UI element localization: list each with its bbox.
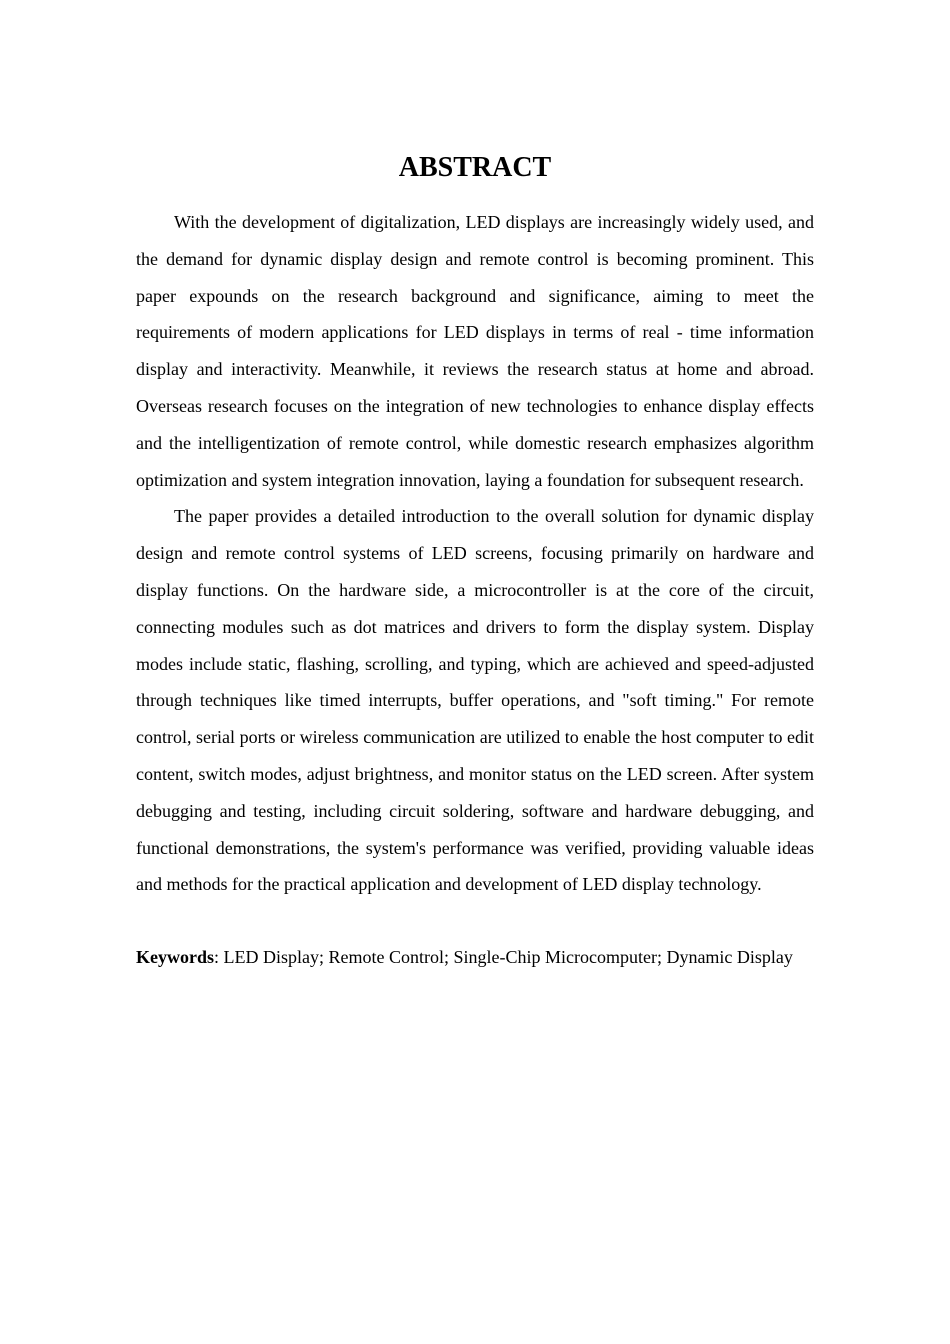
- keywords-line: [136, 939, 814, 976]
- abstract-title: ABSTRACT: [398, 152, 552, 183]
- abstract-paragraph-1: With the development of digitalization, LED displays are increasingly widely used, and the demand for dynamic display design and remote control is becoming prominent. This paper expounds on the research background and significance, aiming to meet the requirements of modern applications for LED displays in terms of real - time information display and interactivity. Meanwhile, it reviews the research status at home and abroad. Overseas research focuses on the integration of new technologies to enhance display effects and the intelligentization of remote control, while domestic research emphasizes algorithm optimization and system integration innovation, laying a foundation for subsequent research.: [136, 212, 814, 490]
- keywords-text: : LED Display; Remote Control; Single-Chip Microcomputer; Dynamic Display: [214, 947, 793, 968]
- abstract-section: [136, 148, 814, 976]
- abstract-paragraph-2: The paper provides a detailed introduction to the overall solution for dynamic display design and remote control systems of LED screens, focusing primarily on hardware and display functions. On the hardware side, a microcontroller is at the core of the circuit, connecting modules such as dot matrices and drivers to form the display system. Display modes include static, flashing, scrolling, and typing, which are achieved and speed-adjusted through techniques like timed interrupts, buffer operations, and "soft timing." For remote control, serial ports or wireless communication are utilized to enable the host computer to edit content, switch modes, adjust brightness, and monitor status on the LED screen. After system debugging and testing, including circuit soldering, software and hardware debugging, and functional demonstrations, the system's performance was verified, providing valuable ideas and methods for the practical application and development of LED display technology.: [136, 506, 814, 895]
- keywords-label: Keywords: [136, 947, 214, 968]
